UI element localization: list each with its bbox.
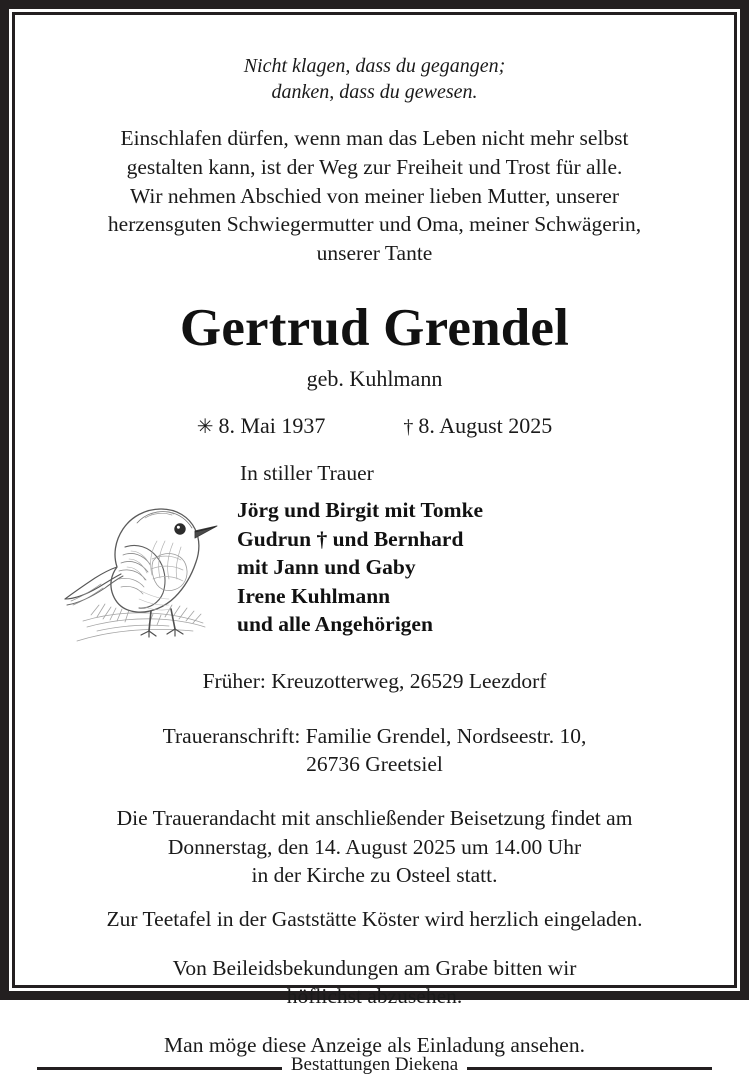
former-address-line-1: Früher: Kreuzotterweg, 26529 Leezdorf [202,669,547,694]
mourning-address-line-2: 26736 Greetsiel [306,751,443,776]
intro-paragraph [37,124,712,268]
service-details [37,804,712,889]
footer-rule-left [37,1067,282,1070]
mourner-line-2: Gudrun † und Bernhard [237,526,464,551]
mourner-line-1: Jörg und Birgit mit Tomke [237,497,484,522]
footer-rule-right [467,1067,712,1070]
condolence-request [37,954,712,1011]
tea-reception-note [37,905,712,933]
mourner-names [237,496,712,639]
former-address [37,667,712,695]
frame-white-gap [9,9,740,1075]
birth-date-text: 8. Mai 1937 [218,413,326,439]
mourners-text-block [221,459,712,639]
birth-date-item [197,413,326,439]
intro-line-5: unserer Tante [316,241,433,266]
funeral-home-name: Bestattungen Diekena [290,1053,459,1075]
tea-line-1: Zur Teetafel in der Gaststätte Köster wird herzlich eingeladen. [106,907,643,932]
mourners-section [37,459,712,653]
intro-line-4: herzensguten Schwiegermutter und Oma, meiner Schwägerin, [107,212,642,237]
mourning-address [37,722,712,779]
deceased-maiden-name: geb. Kuhlmann [306,365,443,391]
mourner-line-4: Irene Kuhlmann [237,583,391,608]
verse-line-2: danken, dass du gewesen. [271,81,478,103]
death-date-item [403,413,552,439]
footer [37,1053,712,1078]
condolence-line-2: höflichst abzusehen. [286,984,463,1009]
mourning-address-line-1: Traueranschrift: Familie Grendel, Nordseestr. 10, [162,723,587,748]
intro-line-1: Einschlafen dürfen, wenn man das Leben nicht mehr selbst [120,126,629,150]
verse-line-1: Nicht klagen, dass du gegangen; [243,55,506,77]
service-line-3: in der Kirche zu Osteel statt. [251,863,498,888]
life-dates [37,413,712,439]
deceased-name: Gertrud Grendel [179,298,570,357]
robin-bird-icon [53,481,221,653]
death-date-text: 8. August 2025 [418,413,553,439]
mourner-line-3: mit Jann und Gaby [237,555,416,580]
mourner-line-5: und alle Angehörigen [237,612,433,637]
memorial-verse [37,53,712,105]
death-notice-body [15,15,734,1075]
condolence-line-1: Von Beileidsbekundungen am Grabe bitten wir [172,955,577,980]
intro-line-2: gestalten kann, ist der Weg zur Freiheit und Trost für alle. [126,154,623,179]
frame-inner-rule [12,12,737,1075]
mourning-heading: In stiller Trauer [240,461,374,486]
intro-line-3: Wir nehmen Abschied von meiner lieben Mutter, unserer [129,183,620,208]
service-line-1: Die Trauerandacht mit anschließender Beisetzung findet am [116,806,633,831]
invitation-line-1: Man möge diese Anzeige als Einladung ansehen. [164,1032,585,1057]
service-line-2: Donnerstag, den 14. August 2025 um 14.00 Uhr [167,834,582,859]
birth-star-icon: ✳ [196,416,214,439]
death-cross-icon: † [403,416,414,439]
